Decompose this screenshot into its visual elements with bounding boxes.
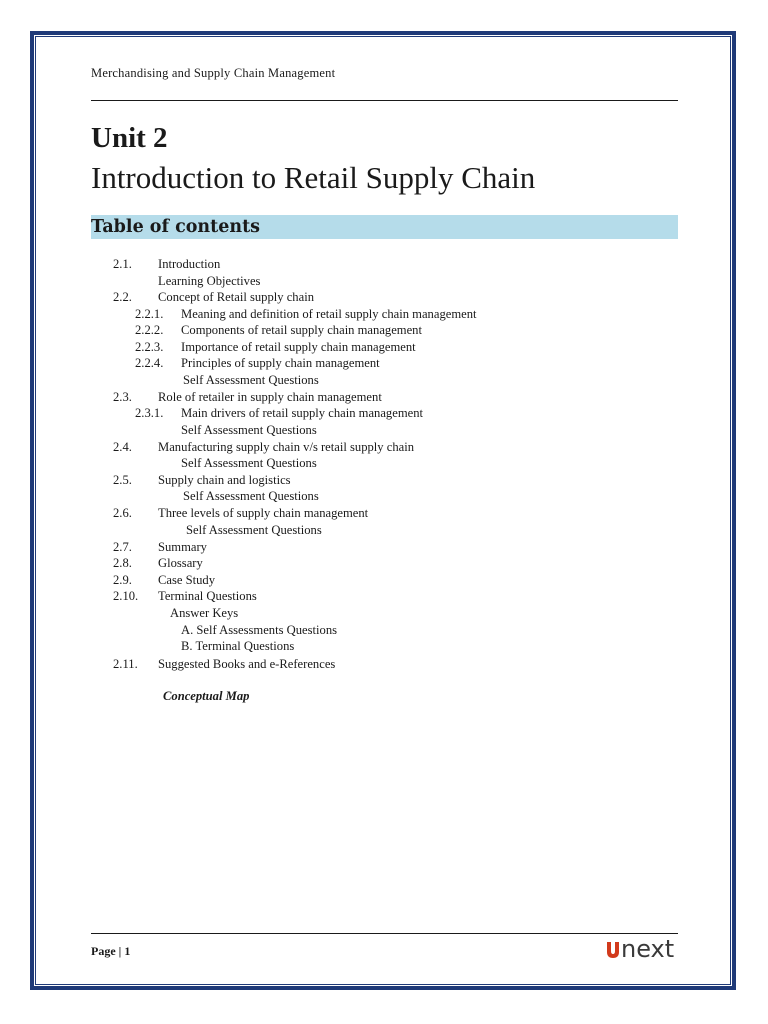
toc-entry-title: Self Assessment Questions [183,373,319,387]
toc-entry-number: 2.6. [113,506,132,520]
toc-entry-number: 2.5. [113,473,132,487]
toc-entry-title: B. Terminal Questions [181,639,295,653]
toc-entry-number: 2.2. [113,290,132,304]
toc-entry-title: Main drivers of retail supply chain management [181,406,424,420]
unit-title: Introduction to Retail Supply Chain [91,160,536,195]
toc-entry-title: Learning Objectives [158,274,261,288]
toc-entry-number: 2.8. [113,556,132,570]
toc-banner [91,215,678,239]
toc-entry-title: A. Self Assessments Questions [181,623,338,637]
toc-entry-number: 2.3. [113,390,132,404]
page-number-label [91,944,130,959]
toc-entry-title: Principles of supply chain management [181,356,380,370]
logo-wordmark: next [621,935,675,960]
toc-entry-number: 2.3.1. [135,406,164,420]
unext-logo [606,932,680,960]
page-number: 1 [124,944,131,958]
toc-entry-title: Summary [158,540,207,554]
toc-entry-title: Importance of retail supply chain management [181,340,416,354]
unit-number: Unit 2 [91,122,168,154]
toc-entry-title: Answer Keys [170,606,239,620]
toc-entry-title: Self Assessment Questions [181,456,317,470]
toc-entry-title: Self Assessment Questions [186,523,322,537]
toc-entry-number: 2.11. [113,657,138,671]
toc-entry-title: Manufacturing supply chain v/s retail supply chain [158,440,415,454]
toc-entry-title: Components of retail supply chain management [181,323,422,337]
toc-entry-number: 2.2.1. [135,307,164,321]
toc-entry-title: Meaning and definition of retail supply chain management [181,307,477,321]
toc-entry-title: Three levels of supply chain management [158,506,369,520]
toc-entry-number: 2.4. [113,440,132,454]
page-separator: | [118,944,122,958]
conceptual-map-label: Conceptual Map [163,689,250,703]
toc-entry-title: Role of retailer in supply chain management [158,390,382,404]
running-header: Merchandising and Supply Chain Management [91,66,336,80]
header-rule [91,100,678,101]
toc-entry-title: Self Assessment Questions [181,423,317,437]
toc-entry-title: Suggested Books and e-References [158,657,336,671]
toc-entry-number: 2.2.4. [135,356,164,370]
toc-entry-title: Introduction [158,257,221,271]
toc-entry-number: 2.2.3. [135,340,164,354]
unext-u-icon [607,942,619,958]
toc-entry-title: Glossary [158,556,203,570]
toc-entry-number: 2.7. [113,540,132,554]
toc-entry-number: 2.1. [113,257,132,271]
toc-entry-title: Supply chain and logistics [158,473,291,487]
toc-entry-number: 2.9. [113,573,132,587]
toc-heading: Table of contents [91,217,261,237]
toc-entry-title: Concept of Retail supply chain [158,290,314,304]
toc-entry-number: 2.2.2. [135,323,164,337]
page-prefix: Page [91,944,116,958]
toc-entry-title: Case Study [158,573,216,587]
toc-entry-title: Terminal Questions [158,589,257,603]
footer-rule [91,933,678,934]
toc-entry-number: 2.10. [113,589,139,603]
toc-entry-title: Self Assessment Questions [183,489,319,503]
